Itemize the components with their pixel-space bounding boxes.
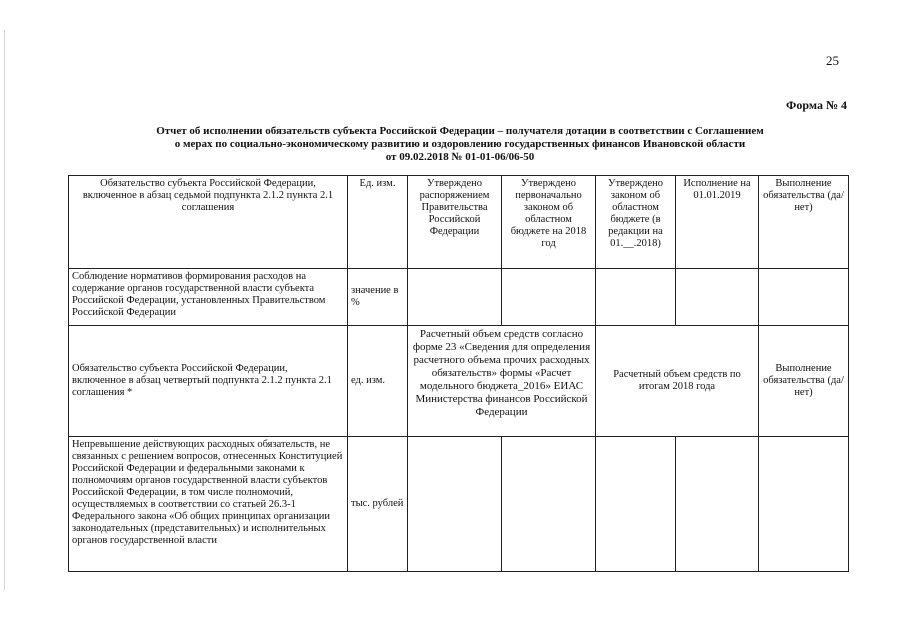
- row2-approved-text: Расчетный объем средств согласно форме 23 «Сведения для определения расчетного объема прочих расходных обязательств» формы «Расчет модельного бюджета_2016» ЕИАС Министерства финансов Российской Федерации: [408, 326, 596, 437]
- title-line-2: о мерах по социально-экономическому развитию и оздоровлению государственных финансов Ивановской области: [174, 138, 746, 150]
- row2-unit: ед. изм.: [348, 326, 408, 437]
- header-approved-law-revision: Утверждено законом об областном бюджете (в редакции на 01.__.2018): [596, 176, 676, 269]
- page-number: 25: [826, 53, 839, 68]
- title-line-3: от 09.02.2018 № 01-01-06/06-50: [385, 151, 535, 163]
- row1-cell-empty: [676, 269, 759, 326]
- row1-cell-empty: [502, 269, 596, 326]
- obligations-table: [68, 175, 849, 572]
- table-header-row: [69, 176, 849, 269]
- row3-cell-empty: [676, 437, 759, 572]
- header-approved-initial-law: Утверждено первоначально законом об областном бюджете на 2018 год: [502, 176, 596, 269]
- row2-result-text: Расчетный объем средств по итогам 2018 года: [596, 326, 759, 437]
- row3-cell-empty: [408, 437, 502, 572]
- scan-edge-mark: [4, 30, 5, 590]
- table-row: [69, 269, 849, 326]
- header-approved-government: Утверждено распоряжением Правительства Российской Федерации: [408, 176, 502, 269]
- header-unit: Ед. изм.: [348, 176, 408, 269]
- form-label: Форма № 4: [786, 98, 847, 112]
- row1-obligation: Соблюдение нормативов формирования расходов на содержание органов государственной власти субъекта Российской Федерации, установленных Правительством Российской Федерации: [69, 269, 348, 326]
- table-row: [69, 437, 849, 572]
- row3-cell-empty: [502, 437, 596, 572]
- header-fulfillment: Выполнение обязательства (да/нет): [759, 176, 849, 269]
- row3-obligation: Непревышение действующих расходных обязательств, не связанных с решением вопросов, отнесенных Конституцией Российской Федерации и федеральными законами к полномочиям органов государственной власти субъектов Российской Федерации, в том числе полномочий, осуществляемых в соответствии со статьей 26.3-1 Федерального закона «Об общих принципах организации законодательных (представительных) и исполнительных органов государственной власти: [69, 437, 348, 572]
- row2-fulfillment: Выполнение обязательства (да/нет): [759, 326, 849, 437]
- header-obligation: Обязательство субъекта Российской Федерации, включенное в абзац седьмой подпункта 2.1.2 пункта 2.1 соглашения: [69, 176, 348, 269]
- row1-cell-empty: [759, 269, 849, 326]
- table-row: [69, 326, 849, 437]
- title-line-1: Отчет об исполнении обязательств субъекта Российской Федерации – получателя дотации в соответствии с Соглашением: [156, 125, 764, 137]
- row1-cell-empty: [408, 269, 502, 326]
- row3-unit: тыс. рублей: [348, 437, 408, 572]
- row1-cell-empty: [596, 269, 676, 326]
- report-title: [100, 125, 820, 164]
- row3-cell-empty: [596, 437, 676, 572]
- row2-obligation: Обязательство субъекта Российской Федерации, включенное в абзац четвертый подпункта 2.1.2 пункта 2.1 соглашения *: [69, 326, 348, 437]
- row1-unit: значение в %: [348, 269, 408, 326]
- row3-cell-empty: [759, 437, 849, 572]
- header-execution: Исполнение на 01.01.2019: [676, 176, 759, 269]
